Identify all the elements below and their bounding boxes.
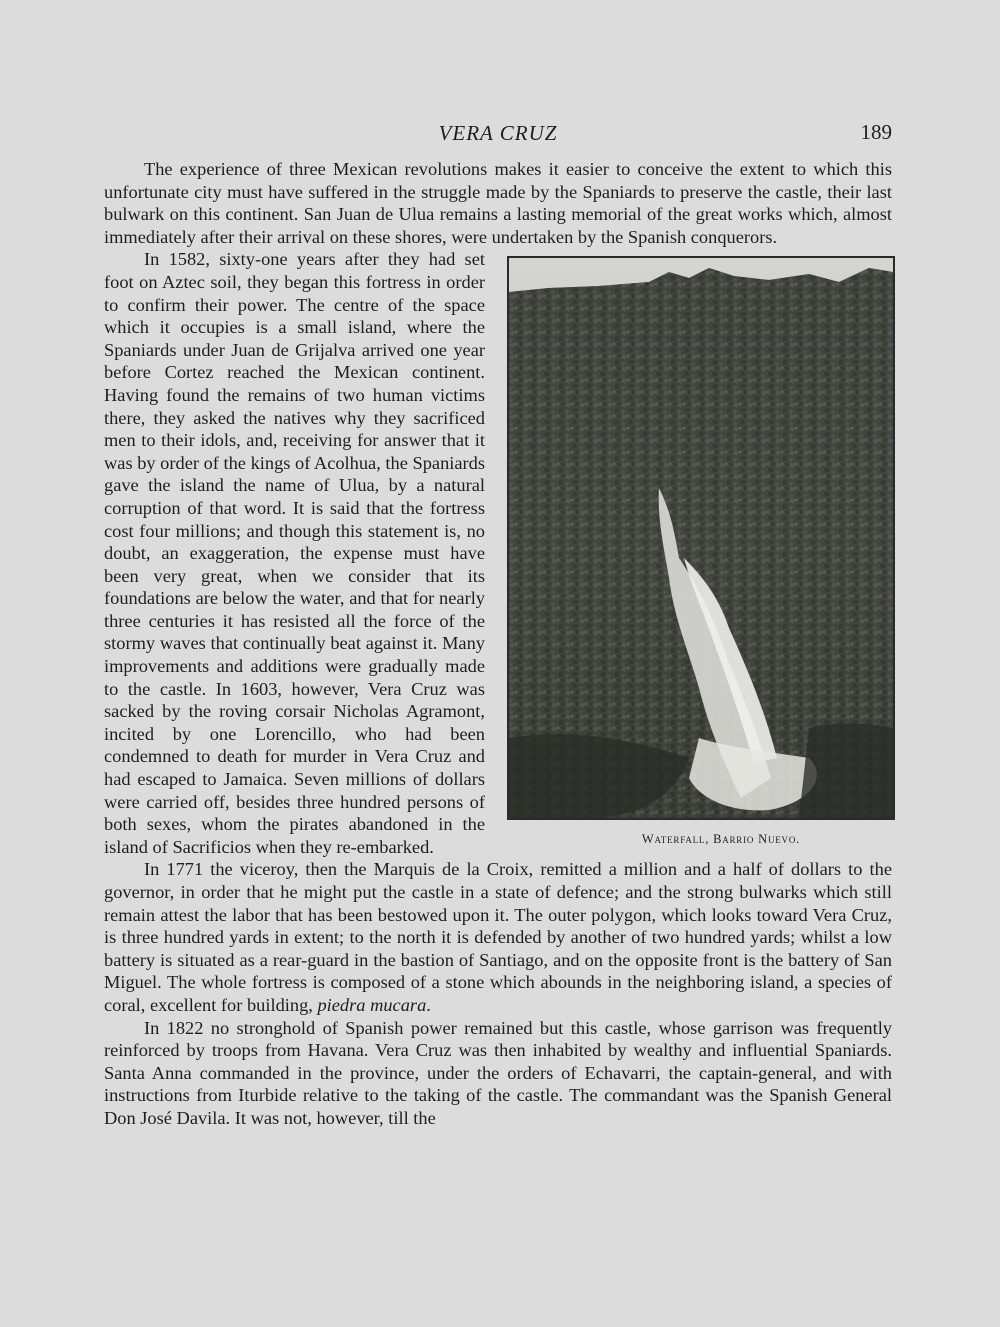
italic-term: piedra mucara [317, 994, 427, 1015]
paragraph-text: In 1582, sixty-one years after they had set foot on Aztec soil, they began this fortress in order to confirm their power. The centre of the space which it occupies is a small island, where the Spaniards under Juan de Grijalva arrived one year before Cortez reached the Mexican continent. Having found the remains of two human victims there, they asked the natives why they sacrificed men to their idols, and, receiving for answer that it was by order of the kings of Acolhua, the Spaniards gave the island the name of Ulua, by a natural corruption of that word. It is said that the fortress cost four millions; and though this statement is, no doubt, an exaggeration, the expense must have been very great, when we consider that its foundations are below the water, and that for nearly three centuries it has resisted all the force of the stormy waves that continually beat against it. Many improvements and additions were gradually made to the castle. In 1603, however, Vera Cruz was sacked by the roving corsair Nicholas Agramont, incited by one Lorencillo, who had been condemned to death for murder in Vera Cruz and had escaped to Jamaica. Seven millions of dollars were carried off, besides three hundred persons of both sexes, whom the pirates abandoned in the island of Sacrificios when they re-embarked. [104, 249, 486, 857]
body-text [104, 158, 892, 1130]
paragraph: In 1822 no stronghold of Spanish power remained but this castle, whose garrison was frequently reinforced by troops from Havana. Vera Cruz was then inhabited by wealthy and influential Spaniards. Santa Anna commanded in the province, under the orders of Echavarri, the captain-general, and with instructions from Iturbide relative to the taking of the castle. The commandant was the Spanish General Don José Davila. It was not, however, till the [104, 1017, 892, 1128]
paragraph-text: . [426, 994, 431, 1015]
paragraph-text: In 1771 the viceroy, then the Marquis de la Croix, remitted a million and a half of dollars to the governor, in order that he might put the castle in a state of defence; and the strong bulwarks which still remain attest the labor that has been bestowed upon it. The outer polygon, which looks toward Vera Cruz, is three hundred yards in extent; to the north it is defended by another of two hundred yards; whilst a low battery is situated as a rear-guard in the bastion of Santiago, and on the opposite front is the battery of San Miguel. The whole fortress is composed of a stone which abounds in the neighboring island, a species of coral, excellent for building, [104, 859, 892, 1015]
waterfall-photo [507, 256, 895, 820]
running-head [104, 118, 892, 148]
paragraph [104, 248, 892, 858]
waterfall-illustration [509, 258, 893, 818]
paragraph: The experience of three Mexican revolutions makes it easier to conceive the extent to which this unfortunate city must have suffered in the struggle made by the Spaniards to preserve the castle, their last bulwark on this continent. San Juan de Ulua remains a lasting memorial of the great works which, almost immediately after their arrival on these shores, were undertaken by the Spanish conquerors. [104, 159, 892, 247]
figure-caption: Waterfall, Barrio Nuevo. [641, 832, 801, 847]
page-number: 189 [860, 120, 892, 144]
paragraph [104, 858, 892, 1016]
figure [507, 256, 895, 851]
chapter-title: VERA CRUZ [438, 120, 558, 145]
